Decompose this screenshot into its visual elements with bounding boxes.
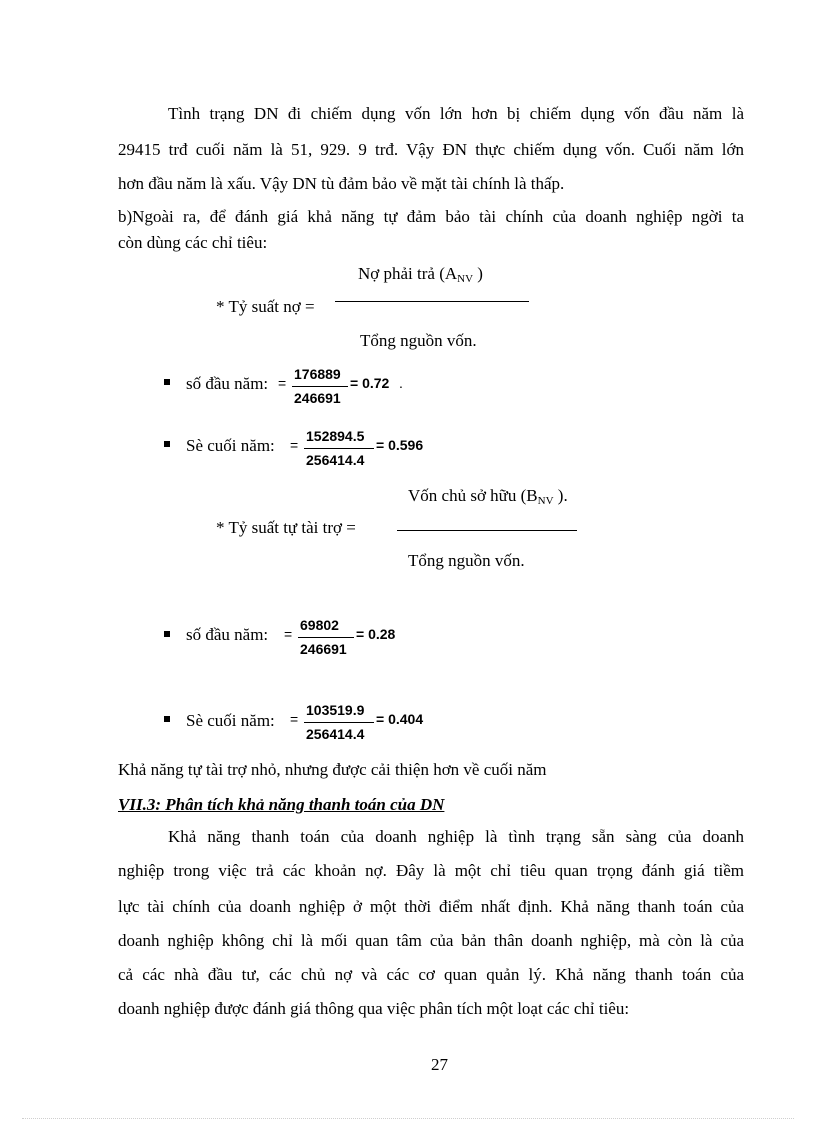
text-line: Tình trạng DN đi chiếm dụng vốn lớn hơn bị chiếm dụng vốn đầu năm là: [168, 104, 744, 123]
page-number: 27: [431, 1055, 448, 1074]
fraction-bar: [298, 637, 354, 638]
denominator-value: 256414.4: [306, 452, 365, 468]
fraction-expression: [290, 702, 440, 746]
bullet-icon: [164, 631, 170, 637]
numerator-text: Nợ phải trả (A: [358, 264, 458, 283]
fraction-bar: [292, 386, 348, 387]
result-value: = 0.404: [376, 711, 424, 727]
formula-denominator: Tổng nguồn vốn.: [408, 551, 525, 570]
result-tail: .: [399, 375, 403, 391]
equals-sign: =: [278, 375, 287, 391]
numerator-close: ): [473, 264, 483, 283]
formula-denominator: Tổng nguồn vốn.: [360, 331, 477, 350]
item-label: số đầu năm:: [186, 625, 269, 644]
fraction-expression: [278, 366, 418, 410]
text-line: hơn đầu năm là xấu. Vậy DN tù đảm bảo về mặt tài chính là thấp.: [118, 174, 565, 193]
text-line: 29415 trđ cuối năm là 51, 929. 9 trđ. Vậy ĐN thực chiếm dụng vốn. Cuối năm lớn: [118, 140, 744, 159]
text-line: b)Ngoài ra, để đánh giá khả năng tự đảm bảo tài chính của doanh nghiệp ngời ta: [118, 207, 744, 226]
bullet-icon: [164, 716, 170, 722]
equals-sign: =: [290, 711, 299, 727]
equals-sign: =: [284, 626, 293, 642]
fraction-expression: [290, 428, 440, 472]
fraction-expression: [284, 617, 414, 661]
formula-label: * Tỷ suất nợ =: [216, 297, 315, 316]
fraction-bar: [397, 530, 577, 531]
numerator-value: 176889: [294, 366, 341, 382]
fraction-bar: [304, 722, 374, 723]
fraction-bar: [304, 448, 374, 449]
numerator-subscript: NV: [537, 495, 554, 507]
result-value: = 0.596: [376, 437, 424, 453]
text-line: doanh nghiệp không chỉ là mối quan tâm của bản thân doanh nghiệp, mà còn là của: [118, 931, 744, 950]
formula-label: * Tỷ suất tự tài trợ =: [216, 518, 356, 537]
result-value: = 0.28: [356, 626, 396, 642]
denominator-value: 256414.4: [306, 726, 365, 742]
numerator-subscript: NV: [457, 273, 474, 285]
denominator-value: 246691: [294, 390, 341, 406]
conclusion-text: Khả năng tự tài trợ nhỏ, nhưng được cải thiện hơn về cuối năm: [118, 760, 547, 779]
numerator-text: Vốn chủ sở hữu (B: [408, 486, 538, 505]
equals-sign: =: [290, 437, 299, 453]
text-line: Khả năng thanh toán của doanh nghiệp là tình trạng sẵn sàng của doanh: [168, 827, 744, 846]
bullet-icon: [164, 379, 170, 385]
text-line: nghiệp trong việc trả các khoản nợ. Đây là một chỉ tiêu quan trọng đánh giá tiềm: [118, 861, 744, 880]
bullet-icon: [164, 441, 170, 447]
numerator-close: ).: [553, 486, 568, 505]
formula-numerator: [358, 264, 483, 284]
section-heading: VII.3: Phân tích khả năng thanh toán của DN: [118, 795, 445, 814]
text-line: doanh nghiệp được đánh giá thông qua việc phân tích một loạt các chỉ tiêu:: [118, 999, 630, 1018]
text-line: cả các nhà đầu tư, các chủ nợ và các cơ quan quản lý. Khả năng thanh toán của: [118, 965, 744, 984]
denominator-value: 246691: [300, 641, 347, 657]
page-bottom-rule: [22, 1118, 794, 1119]
item-label: Sè cuối năm:: [186, 436, 275, 455]
result-value: = 0.72: [350, 375, 390, 391]
item-label: Sè cuối năm:: [186, 711, 275, 730]
fraction-bar: [335, 301, 529, 302]
numerator-value: 69802: [300, 617, 339, 633]
formula-numerator: [408, 486, 568, 506]
text-line: lực tài chính của doanh nghiệp ở một thời điểm nhất định. Khả năng thanh toán của: [118, 897, 744, 916]
item-label: số đầu năm:: [186, 374, 269, 393]
text-line: còn dùng các chỉ tiêu:: [118, 233, 268, 252]
numerator-value: 103519.9: [306, 702, 365, 718]
numerator-value: 152894.5: [306, 428, 365, 444]
